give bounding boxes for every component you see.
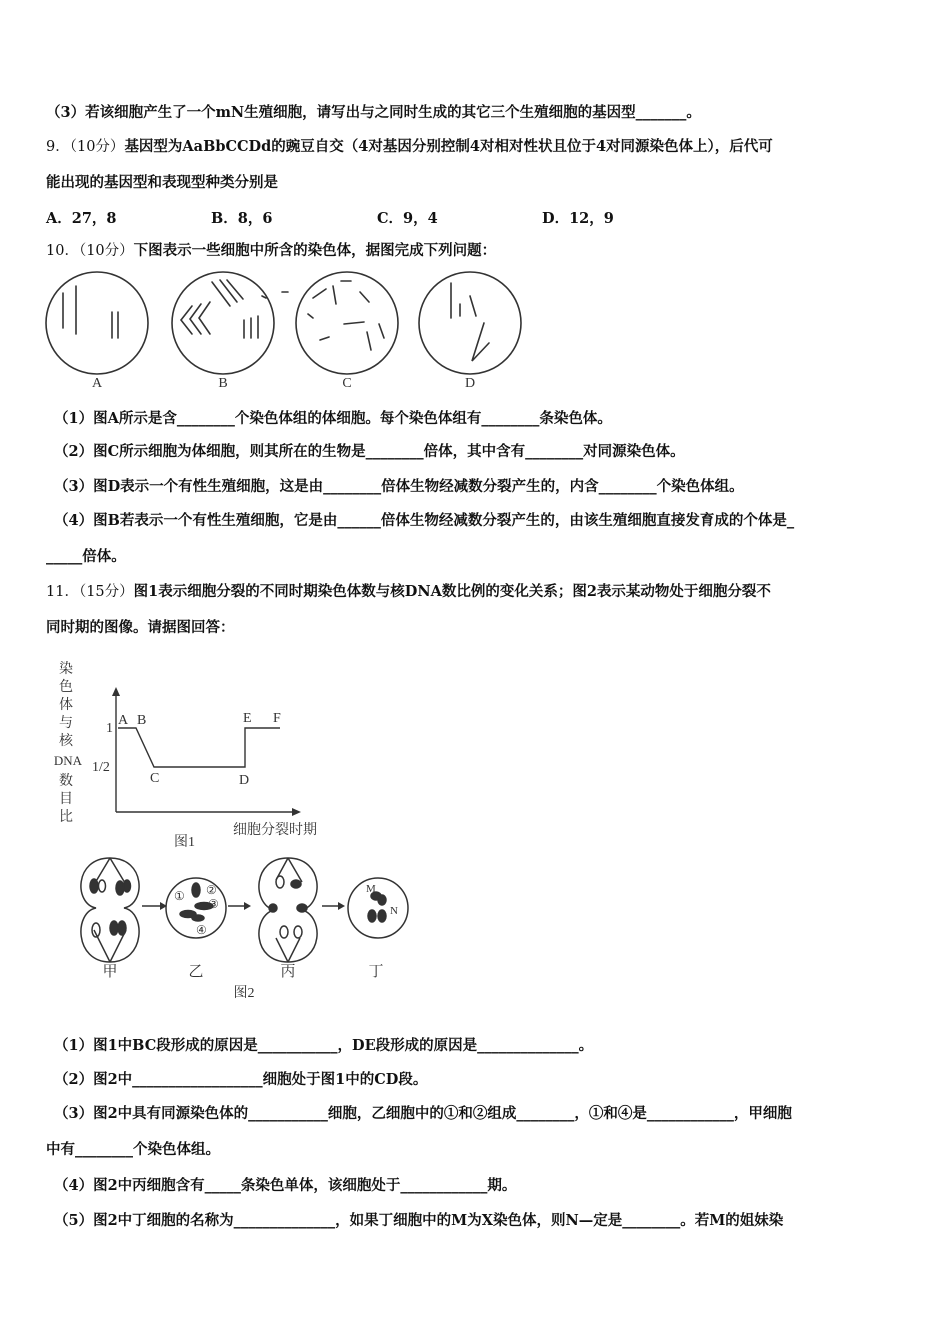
ylabel-char: 核 xyxy=(59,734,73,749)
cell-c xyxy=(296,272,398,374)
q8-part3: （3）若该细胞产生了一个mN生殖细胞，请写出与之同时生成的其它三个生殖细胞的基因型_______。 xyxy=(46,104,701,121)
mark-1: ① xyxy=(174,889,185,903)
ylabel-char: 色 xyxy=(59,680,73,695)
cell-b xyxy=(172,272,288,374)
point-label-c: C xyxy=(150,771,160,786)
figure-1-chart xyxy=(40,655,370,855)
cell-jia xyxy=(81,858,139,962)
mark-3: ③ xyxy=(208,897,219,911)
cell-ding xyxy=(348,878,408,938)
cell-name-bing: 丙 xyxy=(280,964,296,980)
point-label-e: E xyxy=(243,711,252,726)
q11-part5: （5）图2中丁细胞的名称为______________，如果丁细胞中的M为X染色体，则N—定是________。若M的姐妹染 xyxy=(54,1212,784,1229)
q9-option-d: D．12，9 xyxy=(542,210,614,227)
q9-option-b: B．8，6 xyxy=(211,210,273,227)
q9-stem-text: 基因型为AaBbCCDd的豌豆自交（4对基因分别控制4对相对性状且位于4对同源染色体上），后代可 xyxy=(124,138,773,155)
ylabel-char: 染 xyxy=(59,662,73,677)
figure-1-caption: 图1 xyxy=(174,835,195,850)
figure-2-caption: 图2 xyxy=(233,986,255,1001)
cell-name-yi: 乙 xyxy=(188,964,204,980)
cell-bing xyxy=(259,858,317,962)
ylabel-char: 目 xyxy=(59,792,73,807)
y-tick-half: 1/2 xyxy=(92,760,110,775)
q10-part1: （1）图A所示是含________个染色体组的体细胞。每个染色体组有________条染色体。 xyxy=(54,410,612,427)
q9-option-a: A．27，8 xyxy=(46,210,117,227)
q11-stem-text: 图1表示细胞分裂的不同时期染色体数与核DNA数比例的变化关系；图2表示某动物处于细胞分裂不 xyxy=(133,583,771,600)
q9-score: （10分） xyxy=(69,139,125,155)
q10-part4-cont: _____倍体。 xyxy=(46,548,126,565)
q10-number: 10． xyxy=(46,243,79,259)
ylabel-char: 比 xyxy=(59,810,73,825)
cell-name-ding: 丁 xyxy=(368,964,384,980)
q11-number: 11． xyxy=(46,584,79,600)
y-axis-arrow xyxy=(112,687,120,696)
q11-stem-line1 xyxy=(46,582,771,602)
ylabel-char: 数 xyxy=(59,774,73,789)
q10-chromosome-figure xyxy=(40,268,530,396)
q11-part3: （3）图2中具有同源染色体的___________细胞，乙细胞中的①和②组成________，①和④是____________，甲细胞 xyxy=(54,1105,792,1122)
ylabel-char: 与 xyxy=(59,716,73,731)
cell-label-c: C xyxy=(342,376,352,391)
mark-2: ② xyxy=(206,883,217,897)
ylabel-char: DNA xyxy=(53,753,83,768)
x-axis-label: 细胞分裂时期 xyxy=(233,823,317,838)
point-label-b: B xyxy=(137,713,147,728)
point-label-d: D xyxy=(239,773,250,788)
y-tick-1: 1 xyxy=(106,721,113,736)
cell-name-jia: 甲 xyxy=(102,964,118,980)
q9-stem-line2: 能出现的基因型和表现型种类分别是 xyxy=(46,174,278,191)
q10-stem xyxy=(46,241,496,261)
q10-part2: （2）图C所示细胞为体细胞，则其所在的生物是________倍体，其中含有________对同源染色体。 xyxy=(54,443,685,460)
point-label-a: A xyxy=(118,713,129,728)
q10-part4: （4）图B若表示一个有性生殖细胞，它是由______倍体生物经减数分裂产生的，由该生殖细胞直接发育成的个体是_ xyxy=(54,512,795,529)
q11-part2: （2）图2中__________________细胞处于图1中的CD段。 xyxy=(54,1071,428,1088)
q11-part1: （1）图1中BC段形成的原因是___________，DE段形成的原因是______________。 xyxy=(54,1037,594,1054)
cell-d xyxy=(419,272,521,374)
ylabel-char: 体 xyxy=(59,698,73,713)
q11-part4: （4）图2中丙细胞含有_____条染色单体，该细胞处于____________期。 xyxy=(54,1177,517,1194)
cell-label-a: A xyxy=(91,376,103,391)
q10-part3: （3）图D表示一个有性生殖细胞，这是由________倍体生物经减数分裂产生的，内含________个染色体组。 xyxy=(54,478,744,495)
cell-label-b: B xyxy=(218,376,228,391)
point-label-f: F xyxy=(273,711,281,726)
q11-part3-cont: 中有________个染色体组。 xyxy=(46,1141,220,1158)
ratio-line xyxy=(118,728,280,767)
label-m: M xyxy=(366,883,376,895)
q11-stem-line2: 同时期的图像。请据图回答： xyxy=(46,619,235,636)
q10-score: （10分） xyxy=(78,243,134,259)
figure-2-cells xyxy=(70,852,420,1004)
cell-label-d: D xyxy=(464,376,476,391)
q11-score: （15分） xyxy=(78,584,134,600)
mark-4: ④ xyxy=(196,923,207,937)
cell-a xyxy=(46,272,148,374)
label-n: N xyxy=(390,905,398,917)
q9-stem-line1 xyxy=(46,137,773,157)
q9-number: 9． xyxy=(46,139,70,155)
x-axis-arrow xyxy=(292,808,301,816)
q9-option-c: C．9，4 xyxy=(377,210,438,227)
q10-stem-text: 下图表示一些细胞中所含的染色体，据图完成下列问题： xyxy=(133,242,497,259)
